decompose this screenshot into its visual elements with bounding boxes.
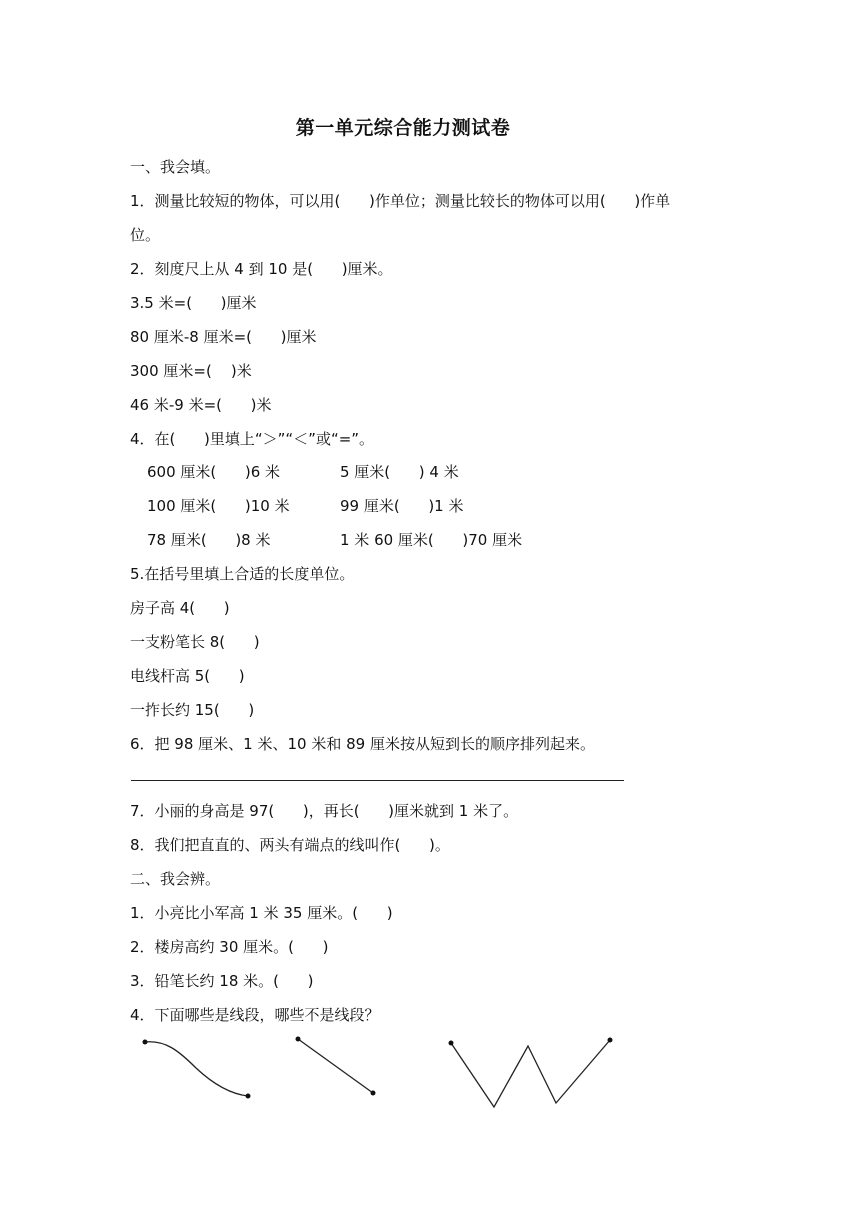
- question-4: 4．在( )里填上“＞”“＜”或“=”。: [130, 430, 375, 448]
- q4-item-1-right: 5 厘米( ) 4 米: [340, 463, 459, 481]
- question-1-line2: 位。: [130, 226, 161, 244]
- judge-question-3: 3．铅笔长约 18 米。( ): [130, 972, 314, 990]
- question-1-line1: 1．测量比较短的物体，可以用( )作单位；测量比较长的物体可以用( )作单: [130, 192, 671, 210]
- question-5c: 电线杆高 5( ): [130, 667, 245, 685]
- q4-item-2-left: 100 厘米( )10 米: [147, 497, 290, 515]
- judge-question-1: 1．小亮比小军高 1 米 35 厘米。( ): [130, 904, 393, 922]
- q4-item-3-left: 78 厘米( )8 米: [147, 531, 271, 549]
- question-3c: 300 厘米=( )米: [130, 362, 252, 380]
- zigzag-line-figure: [449, 1038, 613, 1108]
- line-segment-figure: [296, 1037, 376, 1096]
- question-3a: 3.5 米=( )厘米: [130, 294, 257, 312]
- question-5: 5.在括号里填上合适的长度单位。: [130, 565, 355, 583]
- question-2: 2．刻度尺上从 4 到 10 是( )厘米。: [130, 260, 393, 278]
- question-3d: 46 米-9 米=( )米: [130, 396, 272, 414]
- question-5b: 一支粉笔长 8( ): [130, 633, 260, 651]
- question-7: 7．小丽的身高是 97( )，再长( )厘米就到 1 米了。: [130, 802, 519, 820]
- q4-item-3-right: 1 米 60 厘米( )70 厘米: [340, 531, 523, 549]
- judge-question-2: 2．楼房高约 30 厘米。( ): [130, 938, 329, 956]
- section1-heading: 一、我会填。: [130, 158, 221, 176]
- question-3b: 80 厘米-8 厘米=( )厘米: [130, 328, 317, 346]
- section2-heading: 二、我会辨。: [130, 870, 221, 888]
- question-5a: 房子高 4( ): [130, 599, 230, 617]
- question-8: 8．我们把直直的、两头有端点的线叫作( )。: [130, 836, 450, 854]
- curved-line-figure: [143, 1040, 251, 1099]
- page-title: 第一单元综合能力测试卷: [295, 117, 511, 139]
- q4-item-1-left: 600 厘米( )6 米: [147, 463, 281, 481]
- q4-item-2-right: 99 厘米( )1 米: [340, 497, 464, 515]
- question-5d: 一拃长约 15( ): [130, 701, 255, 719]
- question-6: 6．把 98 厘米、1 米、10 米和 89 厘米按从短到长的顺序排列起来。: [130, 735, 595, 753]
- judge-question-4: 4．下面哪些是线段，哪些不是线段？: [130, 1006, 380, 1024]
